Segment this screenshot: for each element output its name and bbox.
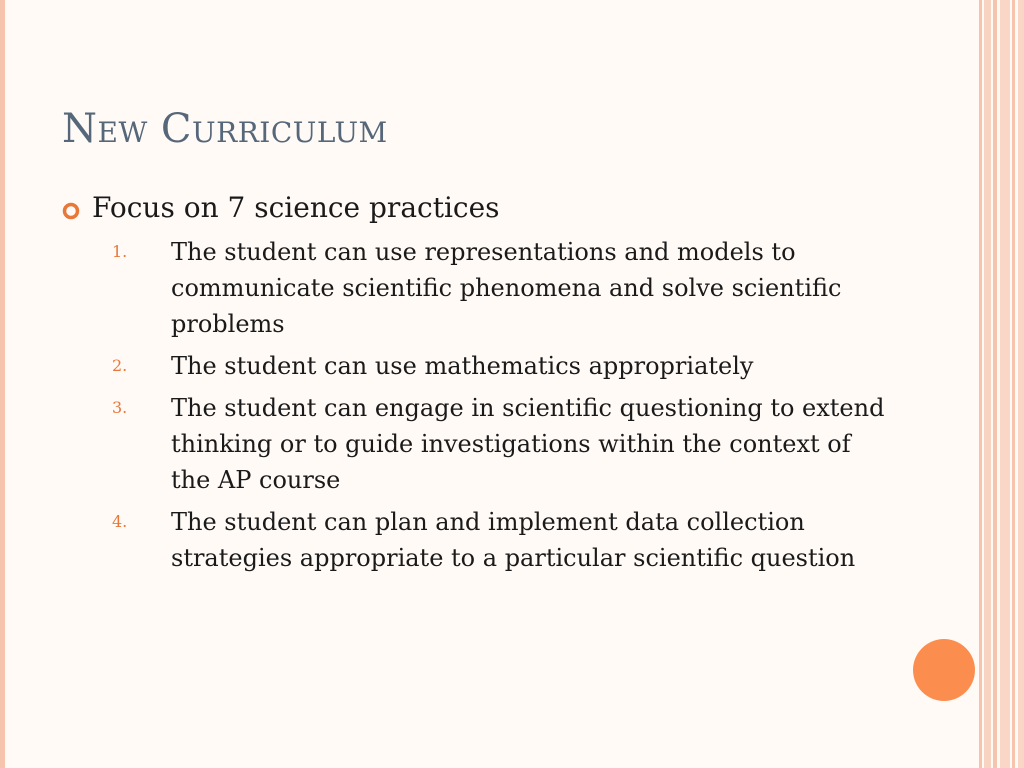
list-item-number: 3. [112, 398, 128, 417]
list-item [62, 504, 902, 576]
slide-title: New Curriculum [62, 106, 388, 152]
list-item [62, 390, 902, 498]
list-item-text: The student can plan and implement data collection strategies appropriate to a particular scientific question [171, 508, 856, 572]
list-item [62, 234, 902, 342]
list-item-text: The student can engage in scientific questioning to extend thinking or to guide investigations within the context of the AP course [171, 394, 885, 494]
left-border-stripe [0, 0, 5, 768]
practices-list [62, 234, 902, 576]
main-bullet-text: Focus on 7 science practices [92, 191, 500, 224]
right-decorative-stripe [1012, 0, 1015, 768]
list-item-number: 1. [112, 242, 128, 261]
list-item-number: 2. [112, 356, 128, 375]
right-decorative-stripe [979, 0, 982, 768]
decorative-orange-circle [913, 639, 975, 701]
right-decorative-stripe [1000, 0, 1010, 768]
right-decorative-stripe [993, 0, 997, 768]
right-decorative-stripe [1018, 0, 1024, 768]
list-item-text: The student can use representations and models to communicate scientific phenomena and solve scientific problems [171, 238, 842, 338]
list-item [62, 348, 902, 384]
list-item-number: 4. [112, 512, 128, 531]
list-item-text: The student can use mathematics appropriately [171, 352, 754, 380]
main-bullet [62, 190, 902, 226]
right-decorative-stripe [984, 0, 991, 768]
slide-content [62, 190, 902, 582]
ring-bullet-icon [62, 202, 80, 220]
